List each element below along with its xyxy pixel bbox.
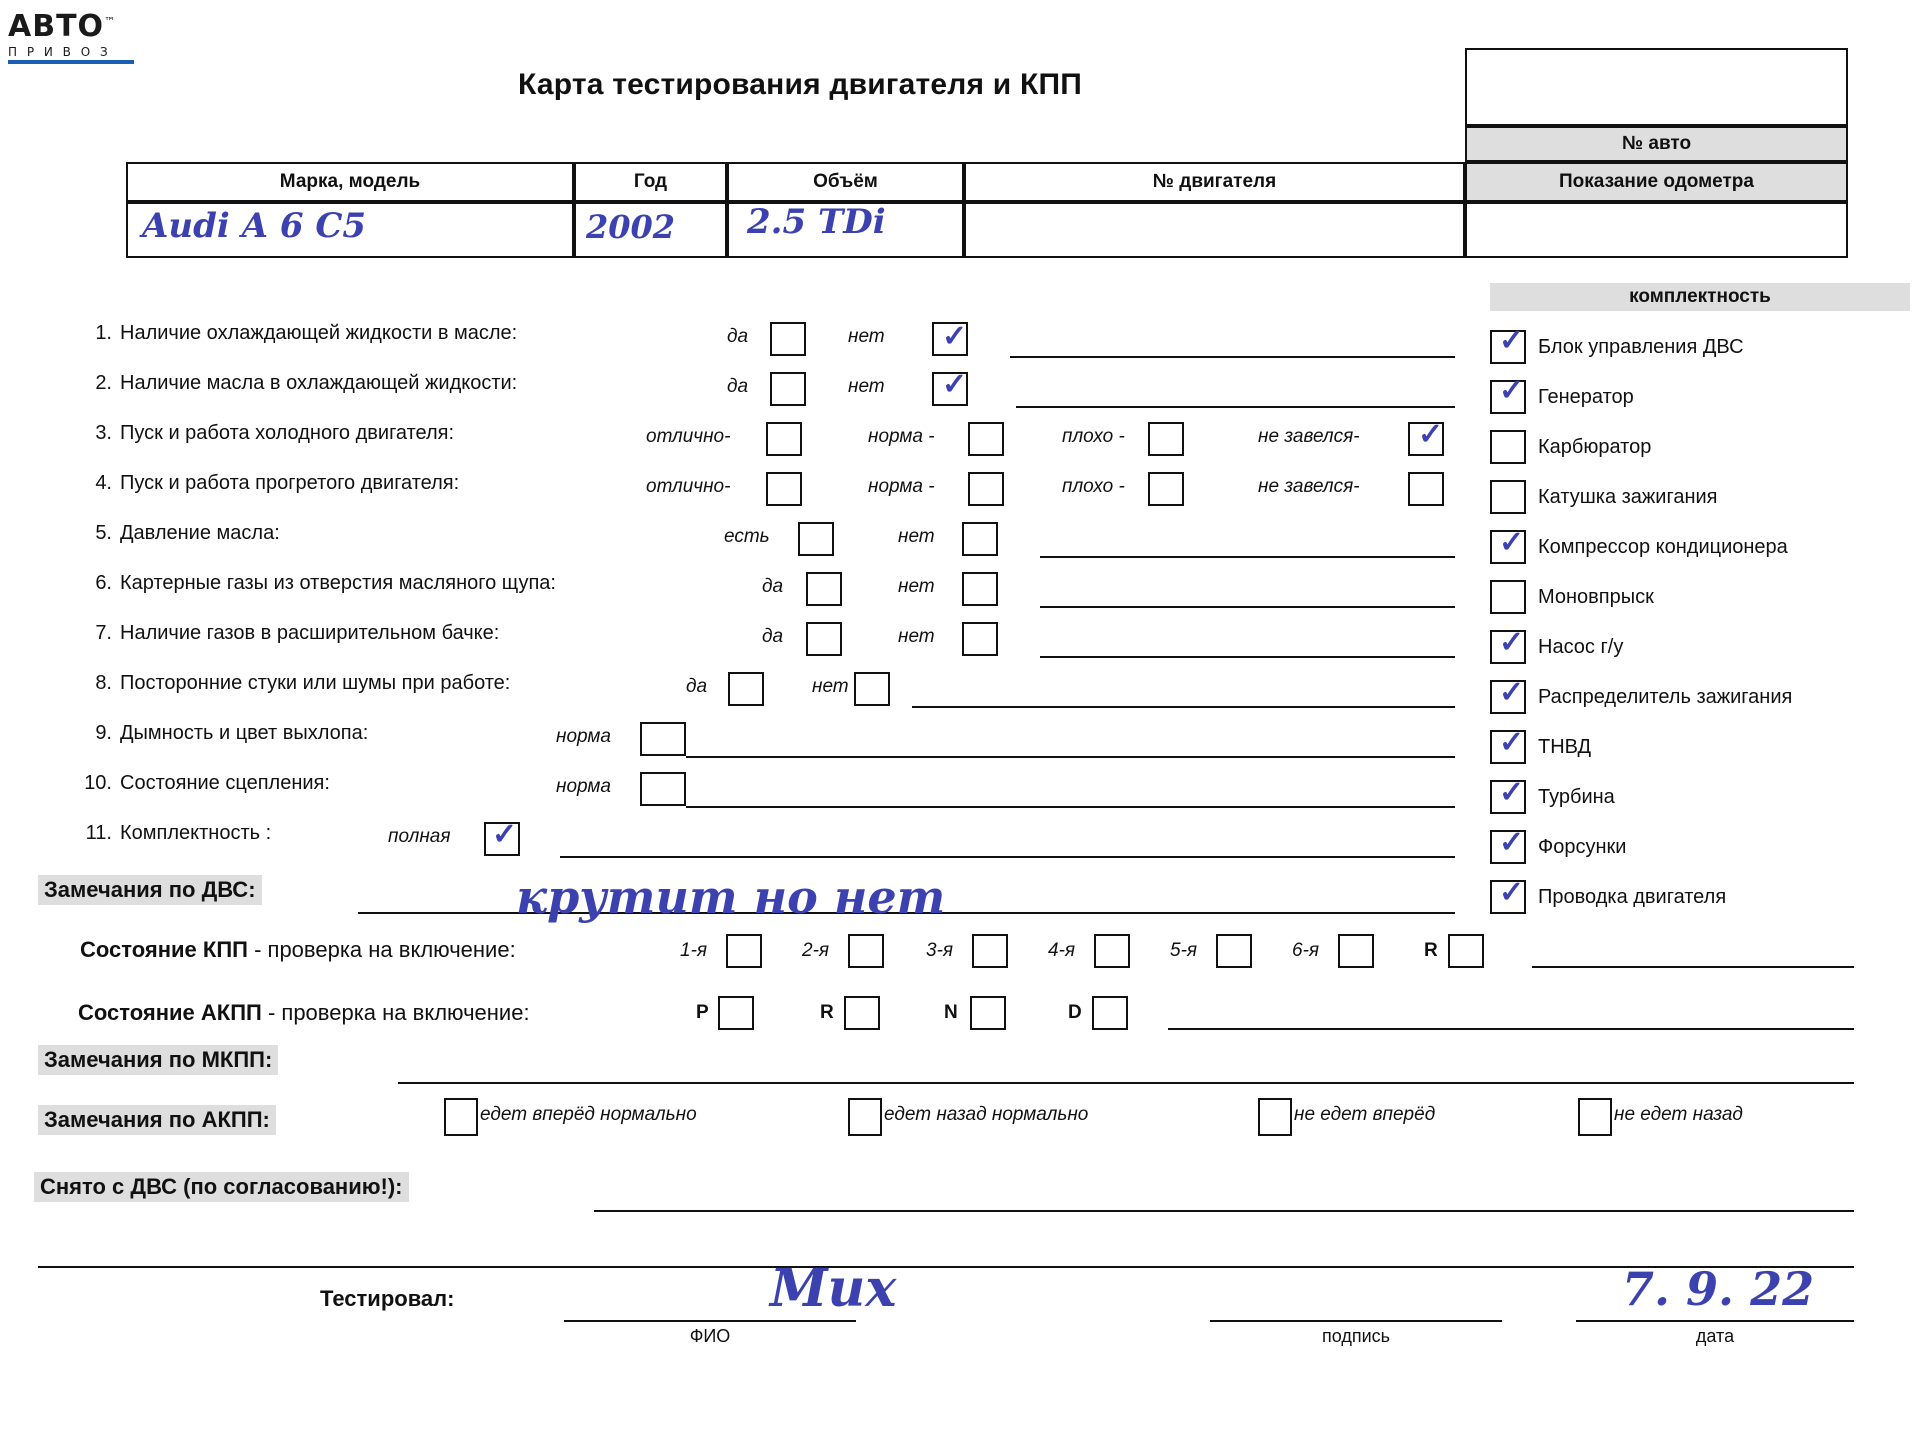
completeness-label: Карбюратор bbox=[1538, 436, 1652, 458]
option-label: отлично- bbox=[646, 476, 731, 497]
completeness-checkbox[interactable] bbox=[1490, 373, 1526, 414]
check-mark: ✓ bbox=[1499, 825, 1525, 860]
checkbox-forward-ok[interactable] bbox=[444, 1098, 478, 1136]
check-mark: ✓ bbox=[1499, 373, 1525, 408]
date-value: 7. 9. 22 bbox=[1622, 1262, 1815, 1316]
option-label: норма - bbox=[868, 426, 935, 447]
checkbox-net[interactable] bbox=[932, 319, 968, 356]
page-title: Карта тестирования двигателя и КПП bbox=[518, 68, 1082, 101]
completeness-label: Компрессор кондиционера bbox=[1538, 536, 1788, 558]
list-item bbox=[0, 722, 1920, 762]
checkbox-gear-6[interactable] bbox=[1338, 934, 1374, 968]
option-label: да bbox=[762, 626, 784, 647]
logo-brand-bottom: П Р И В О З bbox=[8, 43, 136, 59]
option-label: нет bbox=[898, 576, 935, 597]
checkbox-gear-4[interactable] bbox=[1094, 934, 1130, 968]
checkbox-da[interactable] bbox=[770, 372, 806, 406]
car-no-header: № авто bbox=[1465, 126, 1848, 162]
check-mark: ✓ bbox=[1499, 525, 1525, 560]
completeness-checkbox[interactable] bbox=[1490, 480, 1526, 514]
checkbox-akpp-r[interactable] bbox=[844, 996, 880, 1030]
akpp-option-label: не едет назад bbox=[1614, 1104, 1743, 1125]
completeness-label: ТНВД bbox=[1538, 736, 1592, 758]
logo-underline bbox=[8, 60, 134, 64]
akpp-option-label: едет вперёд нормально bbox=[480, 1104, 697, 1125]
gear-label: 2-я bbox=[802, 940, 830, 961]
option-label: отлично- bbox=[646, 426, 731, 447]
option-label: нет bbox=[848, 326, 885, 347]
completeness-label: Генератор bbox=[1538, 386, 1634, 408]
item-number: 8. bbox=[95, 672, 112, 694]
checkbox-da[interactable] bbox=[770, 322, 806, 356]
engine-no-header: № двигателя bbox=[964, 162, 1465, 202]
note-line[interactable] bbox=[1010, 356, 1455, 358]
completeness-checkbox[interactable] bbox=[1490, 875, 1526, 914]
checkbox-norma[interactable] bbox=[640, 772, 686, 806]
year-header: Год bbox=[574, 162, 727, 202]
checkbox-gear-5[interactable] bbox=[1216, 934, 1252, 968]
checkbox-ploho[interactable] bbox=[1148, 472, 1184, 506]
checkbox-ne-zavelsya[interactable] bbox=[1408, 417, 1444, 456]
mkpp-label bbox=[80, 937, 516, 963]
mkpp-label-rest: - проверка на включение: bbox=[254, 937, 516, 962]
volume-value: 2.5 TDi bbox=[747, 202, 886, 242]
checkbox-norma[interactable] bbox=[640, 722, 686, 756]
option-label: плохо - bbox=[1062, 476, 1125, 497]
item-number: 6. bbox=[95, 572, 112, 594]
remarks-akpp-label: Замечания по АКПП: bbox=[38, 1105, 276, 1135]
checkbox-gear-2[interactable] bbox=[848, 934, 884, 968]
checkbox-da[interactable] bbox=[728, 672, 764, 706]
akpp-position-label: N bbox=[944, 1002, 958, 1023]
item-number: 10. bbox=[84, 772, 112, 794]
checkbox-otlichno[interactable] bbox=[766, 472, 802, 506]
option-label: нет bbox=[898, 626, 935, 647]
option-label: полная bbox=[388, 826, 451, 847]
item-label: Наличие масла в охлаждающей жидкости: bbox=[120, 372, 518, 394]
logo bbox=[8, 6, 136, 64]
mkpp-label-bold: Состояние КПП bbox=[80, 937, 248, 962]
completeness-label: Катушка зажигания bbox=[1538, 486, 1718, 508]
item-label: Наличие охлаждающей жидкости в масле: bbox=[120, 322, 518, 344]
item-label: Картерные газы из отверстия масляного щупа: bbox=[120, 572, 556, 594]
fio-caption: ФИО bbox=[689, 1326, 731, 1346]
note-line[interactable] bbox=[686, 806, 1455, 808]
note-line[interactable] bbox=[1040, 656, 1455, 658]
checkbox-otlichno[interactable] bbox=[766, 422, 802, 456]
item-number: 5. bbox=[95, 522, 112, 544]
brand-model-header: Марка, модель bbox=[126, 162, 574, 202]
logo-trademark: ™ bbox=[104, 15, 117, 28]
option-label: не завелся- bbox=[1258, 476, 1360, 497]
note-line[interactable] bbox=[1040, 556, 1455, 558]
completeness-title: комплектность bbox=[1490, 283, 1910, 311]
checkbox-net[interactable] bbox=[962, 572, 998, 606]
item-number: 3. bbox=[95, 422, 112, 444]
option-label: норма bbox=[556, 726, 611, 747]
checkbox-norma[interactable] bbox=[968, 422, 1004, 456]
completeness-label: Проводка двигателя bbox=[1538, 886, 1727, 908]
check-mark: ✓ bbox=[942, 367, 968, 402]
item-number: 7. bbox=[95, 622, 112, 644]
gear-label: 1-я bbox=[680, 940, 708, 961]
year-value: 2002 bbox=[586, 208, 676, 246]
car-no-value-cell[interactable] bbox=[1465, 48, 1848, 126]
item-number: 11. bbox=[85, 822, 112, 844]
completeness-checkbox[interactable] bbox=[1490, 430, 1526, 464]
completeness-checkbox[interactable] bbox=[1490, 725, 1526, 764]
note-line[interactable] bbox=[686, 756, 1455, 758]
brand-model-value: Audi A 6 C5 bbox=[142, 206, 367, 246]
checkbox-gear-r[interactable] bbox=[1448, 934, 1484, 968]
option-label: есть bbox=[724, 526, 770, 547]
completeness-label: Блок управления ДВС bbox=[1538, 336, 1744, 358]
mkpp-note-line[interactable] bbox=[1532, 966, 1854, 968]
gear-label: 4-я bbox=[1048, 940, 1076, 961]
completeness-checkbox[interactable] bbox=[1490, 525, 1526, 564]
akpp-option-label: не едет вперёд bbox=[1294, 1104, 1436, 1125]
remarks-mkpp-label: Замечания по МКПП: bbox=[38, 1045, 278, 1075]
item-label: Посторонние стуки или шумы при работе: bbox=[120, 672, 511, 694]
akpp-label-rest: - проверка на включение: bbox=[267, 1000, 530, 1025]
check-mark: ✓ bbox=[1499, 625, 1525, 660]
engine-no-value-cell[interactable] bbox=[964, 202, 1465, 258]
checkbox-ploho[interactable] bbox=[1148, 422, 1184, 456]
note-line[interactable] bbox=[1040, 606, 1455, 608]
item-number: 2. bbox=[95, 372, 112, 394]
tested-by-label: Тестировал: bbox=[320, 1286, 455, 1311]
completeness-checkbox[interactable] bbox=[1490, 675, 1526, 714]
check-mark: ✓ bbox=[492, 817, 518, 852]
akpp-position-label: R bbox=[820, 1002, 834, 1023]
checkbox-da[interactable] bbox=[806, 572, 842, 606]
odometer-header: Показание одометра bbox=[1465, 162, 1848, 202]
removed-line-2[interactable] bbox=[38, 1266, 1854, 1268]
option-label: нет bbox=[812, 676, 849, 697]
note-line[interactable] bbox=[1016, 406, 1455, 408]
completeness-checkbox[interactable] bbox=[1490, 580, 1526, 614]
checkbox-no-reverse[interactable] bbox=[1578, 1098, 1612, 1136]
odometer-value-cell[interactable] bbox=[1465, 202, 1848, 258]
item-label: Комплектность : bbox=[120, 822, 272, 844]
checkbox-net[interactable] bbox=[962, 622, 998, 656]
remarks-mkpp-line[interactable] bbox=[398, 1082, 1854, 1084]
item-label: Давление масла: bbox=[120, 522, 280, 544]
remarks-engine-label: Замечания по ДВС: bbox=[38, 875, 262, 905]
akpp-position-label: P bbox=[696, 1002, 709, 1023]
akpp-option-label: едет назад нормально bbox=[884, 1104, 1089, 1125]
checkbox-net[interactable] bbox=[932, 367, 968, 406]
check-mark: ✓ bbox=[1418, 417, 1444, 452]
checkbox-gear-3[interactable] bbox=[972, 934, 1008, 968]
gear-label: 3-я bbox=[926, 940, 954, 961]
list-item bbox=[0, 622, 1920, 662]
checkbox-polnaya[interactable] bbox=[484, 817, 520, 856]
item-label: Пуск и работа холодного двигателя: bbox=[120, 422, 455, 444]
option-label: да bbox=[686, 676, 708, 697]
signature-value: Мих bbox=[770, 1258, 897, 1319]
check-mark: ✓ bbox=[1499, 675, 1525, 710]
date-caption: дата bbox=[1695, 1326, 1735, 1346]
item-label: Состояние сцепления: bbox=[120, 772, 330, 794]
gear-label: 5-я bbox=[1170, 940, 1198, 961]
checkbox-ne-zavelsya[interactable] bbox=[1408, 472, 1444, 506]
fio-line[interactable] bbox=[564, 1320, 856, 1322]
checkbox-reverse-ok[interactable] bbox=[848, 1098, 882, 1136]
check-mark: ✓ bbox=[1499, 875, 1525, 910]
checkbox-akpp-d[interactable] bbox=[1092, 996, 1128, 1030]
check-mark: ✓ bbox=[942, 319, 968, 354]
checkbox-akpp-p[interactable] bbox=[718, 996, 754, 1030]
item-label: Наличие газов в расширительном бачке: bbox=[120, 622, 500, 644]
option-label: да bbox=[762, 576, 784, 597]
option-label: нет bbox=[848, 376, 885, 397]
checkbox-no-forward[interactable] bbox=[1258, 1098, 1292, 1136]
signature-caption: подпись bbox=[1321, 1326, 1391, 1346]
year-value-cell[interactable] bbox=[574, 202, 727, 258]
akpp-position-label: D bbox=[1068, 1002, 1082, 1023]
completeness-label: Насос г/у bbox=[1538, 636, 1624, 658]
checkbox-net[interactable] bbox=[962, 522, 998, 556]
removed-line-1[interactable] bbox=[594, 1210, 1854, 1212]
checkbox-akpp-n[interactable] bbox=[970, 996, 1006, 1030]
akpp-note-line[interactable] bbox=[1168, 1028, 1854, 1030]
item-number: 4. bbox=[95, 472, 112, 494]
signature-line[interactable] bbox=[1210, 1320, 1502, 1322]
item-number: 9. bbox=[95, 722, 112, 744]
item-label: Пуск и работа прогретого двигателя: bbox=[120, 472, 460, 494]
remarks-engine-value: крутит но нет bbox=[516, 870, 946, 924]
checkbox-da[interactable] bbox=[806, 622, 842, 656]
option-label: норма - bbox=[868, 476, 935, 497]
check-mark: ✓ bbox=[1499, 725, 1525, 760]
note-line[interactable] bbox=[560, 856, 1455, 858]
akpp-label bbox=[78, 1000, 530, 1026]
note-line[interactable] bbox=[912, 706, 1455, 708]
completeness-label: Распределитель зажигания bbox=[1538, 686, 1793, 708]
completeness-label: Форсунки bbox=[1538, 836, 1627, 858]
completeness-checkbox[interactable] bbox=[1490, 775, 1526, 814]
list-item bbox=[0, 817, 1920, 862]
completeness-label: Моновпрыск bbox=[1538, 586, 1654, 608]
option-label: норма bbox=[556, 776, 611, 797]
checkbox-est[interactable] bbox=[798, 522, 834, 556]
completeness-checkbox[interactable] bbox=[1490, 625, 1526, 664]
gear-label: R bbox=[1424, 940, 1438, 961]
completeness-checkbox[interactable] bbox=[1490, 323, 1526, 364]
check-mark: ✓ bbox=[1499, 323, 1525, 358]
logo-brand-top bbox=[8, 6, 136, 43]
volume-value-cell[interactable] bbox=[727, 202, 964, 258]
option-label: нет bbox=[898, 526, 935, 547]
check-mark: ✓ bbox=[1499, 775, 1525, 810]
completeness-checkbox[interactable] bbox=[1490, 825, 1526, 864]
item-label: Дымность и цвет выхлопа: bbox=[120, 722, 369, 744]
gear-label: 6-я bbox=[1292, 940, 1320, 961]
list-item bbox=[0, 772, 1920, 812]
item-number: 1. bbox=[95, 322, 112, 344]
date-line[interactable] bbox=[1576, 1320, 1854, 1322]
option-label: не завелся- bbox=[1258, 426, 1360, 447]
removed-label: Снято с ДВС (по согласованию!): bbox=[34, 1172, 409, 1202]
brand-model-value-cell[interactable] bbox=[126, 202, 574, 258]
akpp-label-bold: Состояние АКПП bbox=[78, 1000, 262, 1025]
completeness-label: Турбина bbox=[1538, 786, 1615, 808]
checkbox-net[interactable] bbox=[854, 672, 890, 706]
option-label: да bbox=[727, 326, 749, 347]
option-label: плохо - bbox=[1062, 426, 1125, 447]
checkbox-gear-1[interactable] bbox=[726, 934, 762, 968]
option-label: да bbox=[727, 376, 749, 397]
volume-header: Объём bbox=[727, 162, 964, 202]
checkbox-norma[interactable] bbox=[968, 472, 1004, 506]
logo-text: АВТО bbox=[8, 9, 105, 44]
